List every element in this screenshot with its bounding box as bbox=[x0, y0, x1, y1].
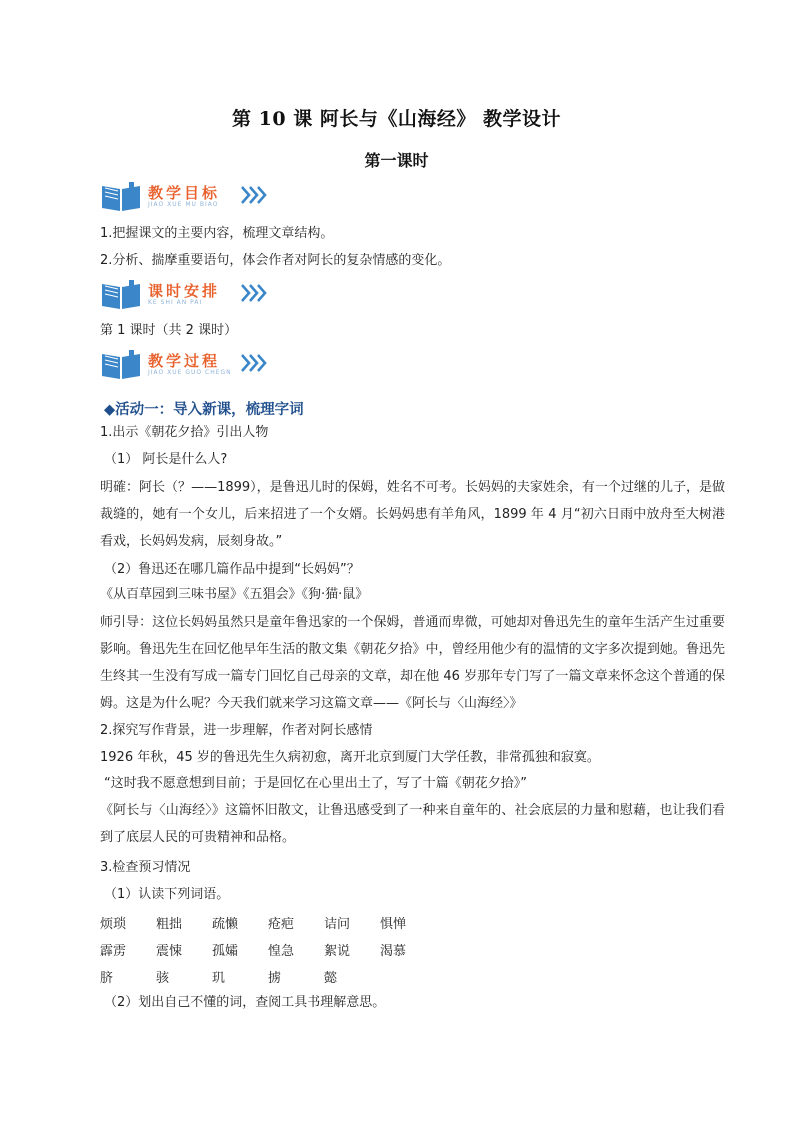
question-2: （2）鲁迅还在哪几篇作品中提到“长妈妈”？ bbox=[104, 562, 360, 577]
vocab-word: 烦琐 bbox=[100, 917, 127, 932]
background-2: 《阿长与〈山海经〉》这篇怀旧散文，让鲁迅感受到了一种来自童年的、社会底层的力量和慰藉，也让我们看到了底层人民的可贵精神和品格。 bbox=[100, 803, 725, 845]
vocab-word: 震悚 bbox=[156, 944, 183, 959]
schedule-text: 第 1 课时（共 2 课时） bbox=[100, 323, 238, 338]
chevrons-icon bbox=[240, 352, 268, 374]
answer-2: 《从百草园到三味书屋》《五猖会》《狗·猫·鼠》 bbox=[100, 587, 369, 602]
vocab-word: 孤孀 bbox=[212, 944, 239, 959]
section-pinyin: JIAO XUE MU BIAO bbox=[148, 201, 219, 208]
question-1: （1） 阿长是什么人? bbox=[104, 452, 228, 467]
section-banner-process bbox=[100, 350, 300, 384]
vocab-word: 脐 bbox=[100, 971, 114, 986]
question-4: （2）划出自己不懂的词，查阅工具书理解意思。 bbox=[104, 995, 386, 1010]
section-title: 课时安排 bbox=[148, 282, 221, 300]
section-title: 教学过程 bbox=[148, 352, 221, 370]
vocab-word: 惶急 bbox=[268, 944, 295, 959]
section-title: 教学目标 bbox=[148, 184, 221, 202]
page-title: 第 10 课 阿长与《山海经》 教学设计 bbox=[232, 108, 561, 130]
vocab-word: 粗拙 bbox=[156, 917, 183, 932]
vocab-word: 疮疤 bbox=[268, 917, 295, 932]
answer-1: 明確：阿长（？——1899），是鲁迅儿时的保姆，姓名不可考。长妈妈的夫家姓余，有一个过继的儿子，是做裁缝的，她有一个女儿，后来招进了一个女婿。长妈妈患有羊角风，1899 年 4 月“初六日雨中放舟至大树港看戏，长妈妈发病，辰刻身故。” bbox=[100, 480, 725, 549]
step-1: 1.出示《朝花夕拾》引出人物 bbox=[100, 425, 269, 440]
teacher-guide: 师引导：这位长妈妈虽然只是童年鲁迅家的一个保姆，普通而卑微，可她却对鲁迅先生的童年生活产生过重要影响。鲁迅先生在回忆他早年生活的散文集《朝花夕拾》中，曾经用他少有的温情的文字多次提到她。鲁迅先生终其一生没有写成一篇专门回忆自己母亲的文章，却在他 46 岁那年专门写了一篇文章来怀念这个普通的保姆。这是为什么呢？今天我们就来学习这篇文章——《阿长与〈山海经〉》 bbox=[100, 615, 725, 711]
vocab-word: 惧惮 bbox=[380, 917, 407, 932]
chevrons-icon bbox=[240, 184, 268, 206]
vocab-word: 玑 bbox=[212, 971, 226, 986]
section-banner-schedule bbox=[100, 280, 300, 314]
vocab-word: 懿 bbox=[324, 971, 338, 986]
vocab-word: 霹雳 bbox=[100, 944, 127, 959]
section-pinyin: KE SHI AN PAI bbox=[148, 299, 203, 306]
goal-item-2: 2.分析、揣摩重要语句，体会作者对阿长的复杂情感的变化。 bbox=[100, 253, 451, 268]
section-banner-goals bbox=[100, 182, 300, 216]
vocab-word: 疏懒 bbox=[212, 917, 239, 932]
step-2: 2.探究写作背景，进一步理解，作者对阿长感情 bbox=[100, 723, 373, 738]
activity-heading: ◆活动一：导入新课，梳理字词 bbox=[104, 401, 304, 418]
book-icon bbox=[100, 280, 142, 310]
step-3: 3.检查预习情况 bbox=[100, 860, 191, 875]
goal-item-1: 1.把握课文的主要内容，梳理文章结构。 bbox=[100, 226, 334, 241]
chevrons-icon bbox=[240, 282, 268, 304]
vocab-word: 絮说 bbox=[324, 944, 351, 959]
book-icon bbox=[100, 350, 142, 380]
question-3: （1）认读下列词语。 bbox=[104, 887, 230, 902]
page-subtitle: 第一课时 bbox=[364, 151, 429, 170]
background-1: 1926 年秋，45 岁的鲁迅先生久病初愈，离开北京到厦门大学任教，非常孤独和寂寞。 bbox=[100, 750, 600, 765]
vocab-word: 渴慕 bbox=[380, 944, 407, 959]
background-quote: “这时我不愿意想到目前；于是回忆在心里出土了，写了十篇《朝花夕拾》” bbox=[104, 776, 527, 791]
vocab-word: 诘问 bbox=[324, 917, 351, 932]
book-icon bbox=[100, 182, 142, 212]
vocab-word: 掳 bbox=[268, 971, 282, 986]
section-pinyin: JIAO XUE GUO CHEGN bbox=[148, 369, 232, 376]
vocab-word: 骇 bbox=[156, 971, 170, 986]
